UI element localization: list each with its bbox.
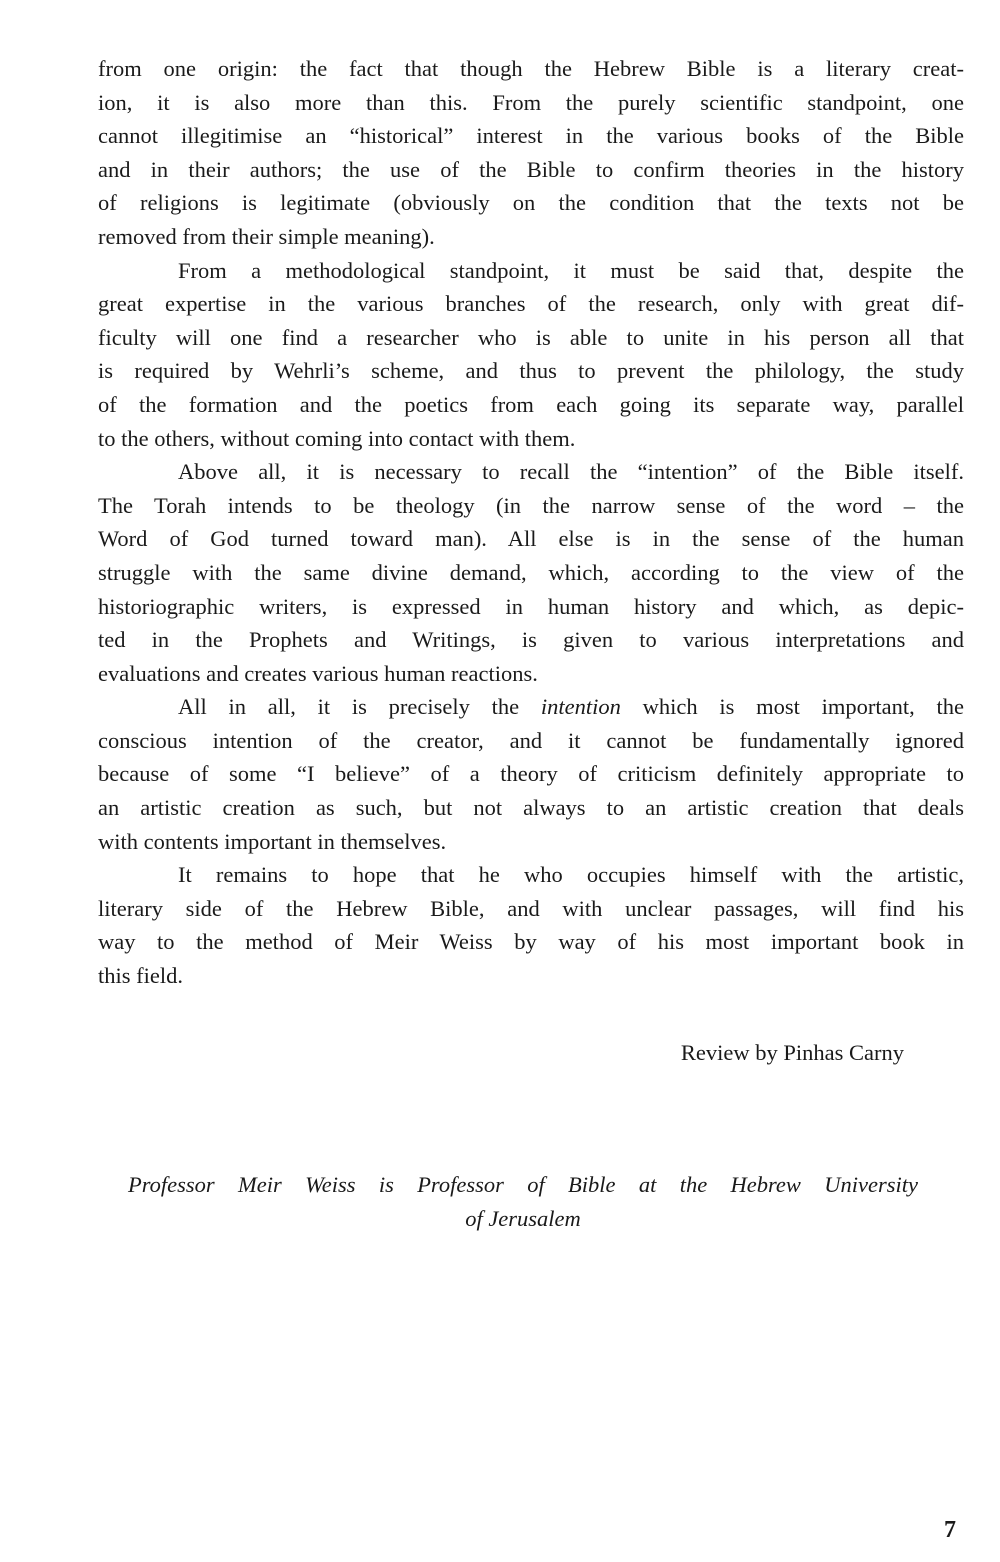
emphasized-word: intention: [540, 694, 621, 720]
paragraph: [98, 690, 964, 858]
text-line: and in their authors; the use of the Bible to confirm theories in the history: [98, 156, 964, 182]
page-number: 7: [944, 1517, 956, 1543]
text-line: historiographic writers, is expressed in human history and which, as depic-: [98, 593, 964, 619]
text-line: this field.: [98, 963, 183, 989]
review-signature: Review by Pinhas Carny: [680, 1040, 904, 1065]
text-line: All in all, it is precisely the intention which is most important, the: [178, 694, 965, 720]
author-note-line: of Jerusalem: [465, 1206, 581, 1231]
paragraph: [98, 254, 964, 456]
text-line: It remains to hope that he who occupies himself with the artistic,: [178, 862, 964, 888]
text-line: evaluations and creates various human reactions.: [98, 660, 538, 686]
text-line: of religions is legitimate (obviously on the condition that the texts not be: [98, 190, 964, 216]
paragraph: [98, 52, 964, 254]
text-line: of the formation and the poetics from each going its separate way, parallel: [98, 391, 964, 417]
text-line: an artistic creation as such, but not always to an artistic creation that deals: [98, 795, 964, 821]
review-body: [98, 52, 964, 993]
paragraph: [98, 455, 964, 690]
text-line: is required by Wehrli’s scheme, and thus to prevent the philology, the study: [98, 358, 964, 384]
text-line: struggle with the same divine demand, which, according to the view of the: [98, 559, 964, 585]
text-line: Above all, it is necessary to recall the “intention” of the Bible itself.: [178, 459, 964, 485]
text-line: way to the method of Meir Weiss by way of his most important book in: [98, 929, 964, 955]
text-line: ion, it is also more than this. From the purely scientific standpoint, one: [98, 89, 964, 115]
text-line: removed from their simple meaning).: [98, 223, 435, 249]
text-line: conscious intention of the creator, and it cannot be fundamentally ignored: [98, 727, 964, 753]
paragraph: [98, 858, 964, 992]
text-line: ficulty will one find a researcher who is able to unite in his person all that: [98, 324, 964, 350]
text-line: because of some “I believe” of a theory of criticism definitely appropriate to: [98, 761, 964, 787]
text-line: cannot illegitimise an “historical” interest in the various books of the Bible: [98, 123, 964, 149]
text-line: with contents important in themselves.: [98, 828, 447, 854]
text-line: The Torah intends to be theology (in the narrow sense of the word – the: [98, 492, 964, 518]
text-line: From a methodological standpoint, it must be said that, despite the: [178, 257, 964, 283]
author-note: [128, 1168, 918, 1236]
text-line: to the others, without coming into contact with them.: [98, 425, 576, 451]
text-line: Word of God turned toward man). All else is in the sense of the human: [98, 526, 964, 552]
text-line: from one origin: the fact that though the Hebrew Bible is a literary creat-: [98, 56, 964, 81]
text-line: great expertise in the various branches of the research, only with great dif-: [98, 291, 964, 317]
text-line: literary side of the Hebrew Bible, and with unclear passages, will find his: [98, 895, 964, 921]
text-line: ted in the Prophets and Writings, is given to various interpretations and: [98, 627, 964, 653]
author-note-line: Professor Meir Weiss is Professor of Bible at the Hebrew University: [128, 1172, 918, 1197]
